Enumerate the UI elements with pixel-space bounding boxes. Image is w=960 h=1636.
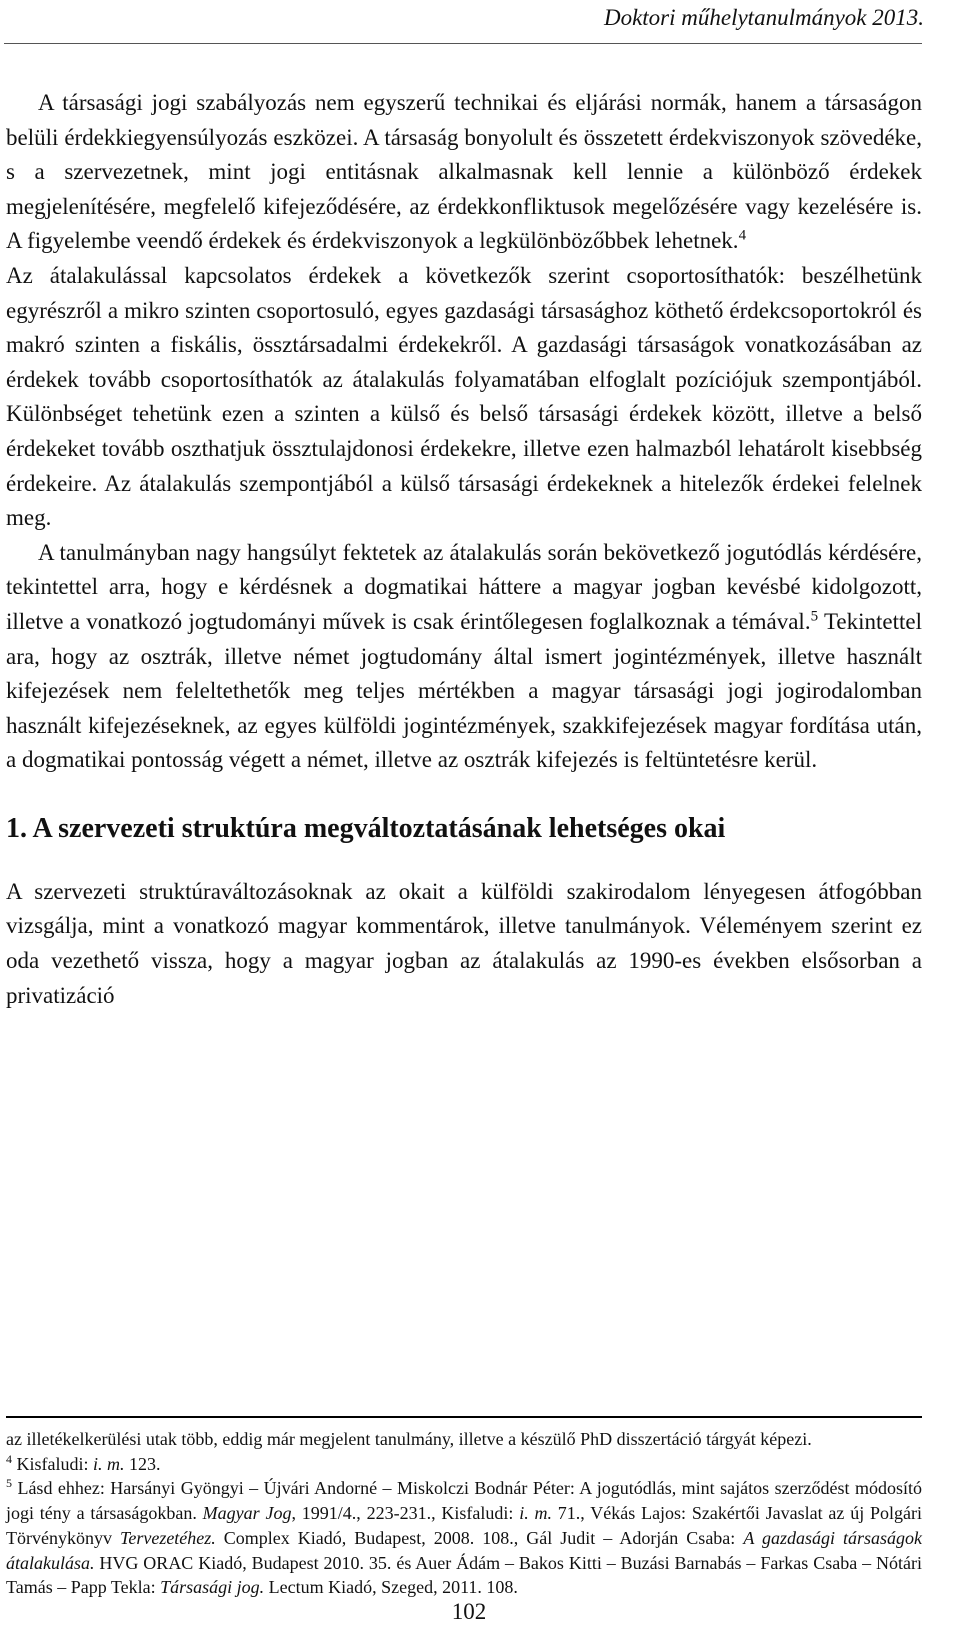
footnote-5-text-f: Lectum Kiadó, Szeged, 2011. 108.	[264, 1577, 518, 1598]
footnote-5-number: 5	[6, 1476, 12, 1491]
paragraph-2: Az átalakulással kapcsolatos érdekek a következők szerint csoportosíthatók: beszélhetünk egyrészről a mikro szinten csoportosuló, egyes gazdasági társasághoz köthető érdekcsoportokról és makró szinten a fiskális, össztársadalmi érdekekről. A gazdasági társaságok vonatkozásában az érdekek tovább csoportosíthatók az átalakulás folyamatában elfoglalt pozíciójuk szempontjából. Különbséget tehetünk ezen a szinten a külső és belső társasági érdekek között, illetve a belső érdekeket tovább oszthatjuk össztulajdonosi érdekekre, illetve ezen halmazból lehatárolt kisebbség érdekeire. Az átalakulás szempontjából a külső társasági érdekeknek a hitelezők érdekei felelnek meg.	[6, 262, 922, 531]
footnote-5-text-e: HVG ORAC Kiadó, Budapest 2010. 35. és Auer Ádám – Bakos Kitti – Buzási Barnabás – Farkas Csaba – Nótári Tamás – Papp Tekla:	[6, 1552, 922, 1598]
footnote-5-italic-3: Tervezetéhez.	[119, 1527, 216, 1548]
footnote-4	[6, 1452, 922, 1477]
footnote-separator	[6, 1416, 922, 1418]
paragraph-3	[6, 536, 922, 778]
footnote-5-italic-5: Társasági jog.	[160, 1577, 265, 1598]
footnote-continuation: az illetékelkerülési utak több, eddig már megjelent tanulmány, illetve a készülő PhD disszertáció tárgyát képezi.	[6, 1429, 812, 1449]
footnote-5-italic-4: A gazdasági társaságok átalakulása.	[6, 1527, 923, 1573]
footnote-4-italic: i. m.	[93, 1453, 125, 1474]
paragraph-1-text: A társasági jogi szabályozás nem egyszerű technikai és eljárási normák, hanem a társaságon belüli érdekkiegyensúlyozás eszközei. A társaság bonyolult és összetett érdekviszonyok szövedéke, s a szervezetnek, mint jogi entitásnak alkalmasnak kell lennie a különböző érdekek megjelenítésére, megfelelő kifejeződésére, az érdekkonfliktusok megelőzésére vagy kezelésére is. A figyelembe veendő érdekek és érdekviszonyok a legkülönbözőbbek lehetnek.	[6, 90, 922, 254]
paragraph-1	[6, 86, 922, 259]
paragraph-3-text-b: Tekintettel ara, hogy az osztrák, illetve német jogtudomány által ismert jogintézmények, illetve használt kifejezések nem feleltethetők meg teljes mértékben a magyar társasági jogi jogirodalomban használt kifejezéseknek, az egyes külföldi jogintézmények, szakkifejezések magyar fordítása után, a dogmatikai pontosság végett a német, illetve az osztrák kifejezés is feltüntetésre kerül.	[6, 608, 922, 773]
footnote-ref-4[interactable]: 4	[738, 227, 747, 244]
section-heading: 1. A szervezeti struktúra megváltoztatásának lehetséges okai	[6, 812, 726, 844]
footnote-5-italic-1: Magyar Jog	[202, 1503, 292, 1524]
footnote-5-italic-2: i. m.	[519, 1503, 552, 1524]
footnote-5-text-d: Complex Kiadó, Budapest, 2008. 108., Gál Judit – Adorján Csaba:	[215, 1527, 744, 1548]
footnotes	[6, 1427, 922, 1600]
paragraph-3-text-a: A tanulmányban nagy hangsúlyt fektetek az átalakulás során bekövetkező jogutódlás kérdésére, tekintettel arra, hogy e kérdésnek a dogmatikai háttere a magyar jogban kevésbé kidolgozott, illetve a vonatkozó jogtudományi művek is csak érintőlegesen foglalkoznak a témával.	[6, 539, 922, 634]
footnote-5-text-c: 71., Vékás Lajos: Szakértői Javaslat az új Polgári Törvénykönyv	[6, 1503, 923, 1548]
footnote-5	[6, 1476, 922, 1600]
paragraph-4: A szervezeti struktúraváltozásoknak az okait a külföldi szakirodalom lényegesen átfogóbban vizsgálja, mint a vonatkozó magyar kommentárok, illetve tanulmányok. Véleményem szerint ez oda vezethető vissza, hogy a magyar jogban az átalakulás az 1990-es években elsősorban a privatizáció	[6, 878, 922, 1008]
footnote-4-number: 4	[6, 1451, 12, 1466]
body-text	[6, 86, 922, 1013]
footnote-5-text-b: , 1991/4., 223-231., Kisfaludi:	[291, 1503, 520, 1524]
footnote-4-text: Kisfaludi:	[12, 1453, 93, 1474]
footnote-5-text-a: Lásd ehhez: Harsányi Gyöngyi – Újvári Andorné – Miskolczi Bodnár Péter: A jogutódlás, mint sajátos szerződést módosító jogi tény a társaságokban.	[6, 1478, 922, 1524]
footnote-4-text-end: 123.	[124, 1453, 161, 1474]
footnote-ref-5[interactable]: 5	[810, 608, 819, 625]
running-header: Doktori műhelytanulmányok 2013.	[603, 5, 924, 30]
page-number: 102	[451, 1599, 487, 1624]
header-rule	[4, 43, 922, 44]
